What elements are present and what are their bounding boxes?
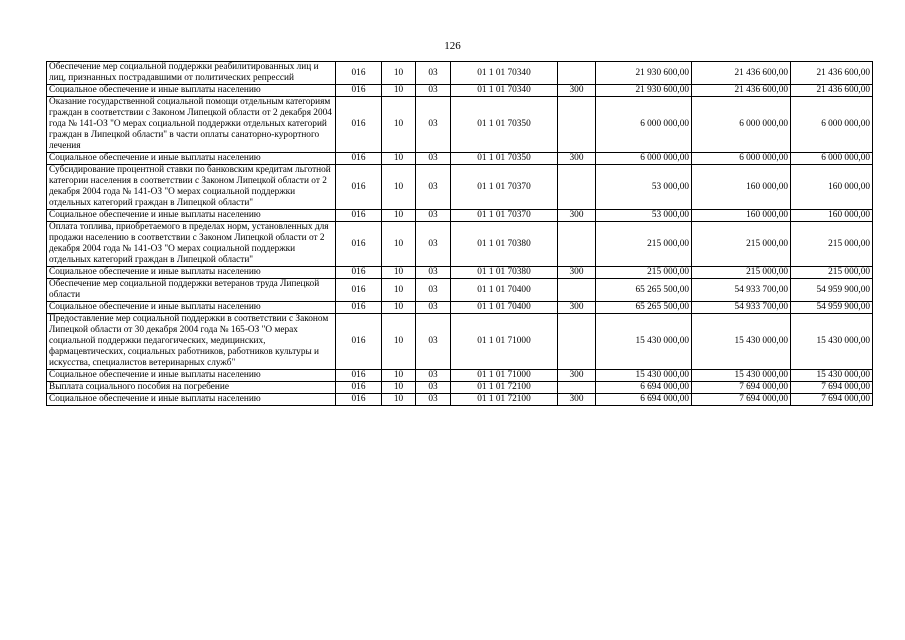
subsection-code-cell: 03	[416, 210, 451, 222]
amount-year2-cell: 15 430 000,00	[692, 314, 791, 370]
amount-year1-cell: 15 430 000,00	[596, 314, 692, 370]
amount-year1-cell: 53 000,00	[596, 165, 692, 210]
section-code-cell: 10	[382, 302, 416, 314]
section-code-cell: 10	[382, 382, 416, 394]
section-code-cell: 10	[382, 267, 416, 279]
ministry-code-cell: 016	[336, 382, 382, 394]
ministry-code-cell: 016	[336, 62, 382, 85]
ministry-code-cell: 016	[336, 85, 382, 97]
table-row	[47, 314, 873, 370]
budget-table	[46, 61, 873, 406]
amount-year1-cell: 6 000 000,00	[596, 153, 692, 165]
table-row	[47, 165, 873, 210]
ministry-code-cell: 016	[336, 97, 382, 153]
row-name-cell: Выплата социального пособия на погребение	[47, 382, 336, 394]
amount-year3-cell: 215 000,00	[791, 267, 873, 279]
amount-year3-cell: 160 000,00	[791, 165, 873, 210]
amount-year3-cell: 15 430 000,00	[791, 314, 873, 370]
amount-year2-cell: 160 000,00	[692, 210, 791, 222]
section-code-cell: 10	[382, 97, 416, 153]
ministry-code-cell: 016	[336, 153, 382, 165]
budget-table-body	[47, 62, 873, 406]
ministry-code-cell: 016	[336, 210, 382, 222]
section-code-cell: 10	[382, 279, 416, 302]
table-row	[47, 382, 873, 394]
ministry-code-cell: 016	[336, 302, 382, 314]
amount-year2-cell: 15 430 000,00	[692, 370, 791, 382]
amount-year2-cell: 6 000 000,00	[692, 153, 791, 165]
table-row	[47, 267, 873, 279]
amount-year3-cell: 54 959 900,00	[791, 302, 873, 314]
row-name-cell: Социальное обеспечение и иные выплаты населению	[47, 302, 336, 314]
amount-year3-cell: 21 436 600,00	[791, 85, 873, 97]
table-row	[47, 279, 873, 302]
table-row	[47, 85, 873, 97]
target-article-cell: 01 1 01 71000	[451, 370, 558, 382]
table-row	[47, 153, 873, 165]
amount-year1-cell: 6 000 000,00	[596, 97, 692, 153]
subsection-code-cell: 03	[416, 85, 451, 97]
section-code-cell: 10	[382, 394, 416, 406]
amount-year3-cell: 6 000 000,00	[791, 153, 873, 165]
amount-year3-cell: 15 430 000,00	[791, 370, 873, 382]
row-name-cell: Социальное обеспечение и иные выплаты населению	[47, 153, 336, 165]
table-row	[47, 210, 873, 222]
expense-type-cell: 300	[558, 85, 596, 97]
expense-type-cell: 300	[558, 394, 596, 406]
table-row	[47, 97, 873, 153]
amount-year1-cell: 6 694 000,00	[596, 394, 692, 406]
subsection-code-cell: 03	[416, 279, 451, 302]
section-code-cell: 10	[382, 222, 416, 267]
ministry-code-cell: 016	[336, 267, 382, 279]
row-name-cell: Обеспечение мер социальной поддержки реабилитированных лиц и лиц, признанных пострадавшими от политических репрессий	[47, 62, 336, 85]
target-article-cell: 01 1 01 70370	[451, 210, 558, 222]
subsection-code-cell: 03	[416, 382, 451, 394]
ministry-code-cell: 016	[336, 279, 382, 302]
amount-year2-cell: 7 694 000,00	[692, 394, 791, 406]
row-name-cell: Субсидирование процентной ставки по банковским кредитам льготной категории населения в соответствии с Законом Липецкой области от 2 декабря 2004 года № 141-ОЗ "О мерах социальной поддержки отдельных категорий граждан в Липецкой области"	[47, 165, 336, 210]
expense-type-cell: 300	[558, 210, 596, 222]
target-article-cell: 01 1 01 72100	[451, 382, 558, 394]
section-code-cell: 10	[382, 85, 416, 97]
row-name-cell: Предоставление мер социальной поддержки в соответствии с Законом Липецкой области от 30 декабря 2004 года № 165-ОЗ "О мерах социальной поддержки педагогических, медицинских, фармацевтических, социальных работников, работников культуры и искусства, специалистов ветеринарных служб"	[47, 314, 336, 370]
row-name-cell: Социальное обеспечение и иные выплаты населению	[47, 267, 336, 279]
row-name-cell: Социальное обеспечение и иные выплаты населению	[47, 394, 336, 406]
amount-year1-cell: 6 694 000,00	[596, 382, 692, 394]
amount-year3-cell: 215 000,00	[791, 222, 873, 267]
expense-type-cell: 300	[558, 370, 596, 382]
amount-year3-cell: 160 000,00	[791, 210, 873, 222]
page-number: 126	[444, 40, 461, 52]
expense-type-cell	[558, 279, 596, 302]
ministry-code-cell: 016	[336, 314, 382, 370]
target-article-cell: 01 1 01 70380	[451, 222, 558, 267]
amount-year1-cell: 15 430 000,00	[596, 370, 692, 382]
target-article-cell: 01 1 01 72100	[451, 394, 558, 406]
subsection-code-cell: 03	[416, 314, 451, 370]
target-article-cell: 01 1 01 70370	[451, 165, 558, 210]
target-article-cell: 01 1 01 70380	[451, 267, 558, 279]
expense-type-cell: 300	[558, 267, 596, 279]
amount-year2-cell: 160 000,00	[692, 165, 791, 210]
section-code-cell: 10	[382, 314, 416, 370]
table-row	[47, 370, 873, 382]
row-name-cell: Социальное обеспечение и иные выплаты населению	[47, 85, 336, 97]
row-name-cell: Обеспечение мер социальной поддержки ветеранов труда Липецкой области	[47, 279, 336, 302]
amount-year1-cell: 65 265 500,00	[596, 302, 692, 314]
amount-year2-cell: 215 000,00	[692, 222, 791, 267]
amount-year3-cell: 7 694 000,00	[791, 382, 873, 394]
amount-year2-cell: 215 000,00	[692, 267, 791, 279]
subsection-code-cell: 03	[416, 267, 451, 279]
amount-year2-cell: 54 933 700,00	[692, 279, 791, 302]
target-article-cell: 01 1 01 70400	[451, 279, 558, 302]
amount-year2-cell: 6 000 000,00	[692, 97, 791, 153]
expense-type-cell: 300	[558, 153, 596, 165]
subsection-code-cell: 03	[416, 394, 451, 406]
amount-year2-cell: 21 436 600,00	[692, 62, 791, 85]
subsection-code-cell: 03	[416, 370, 451, 382]
amount-year3-cell: 7 694 000,00	[791, 394, 873, 406]
target-article-cell: 01 1 01 70350	[451, 153, 558, 165]
amount-year3-cell: 21 436 600,00	[791, 62, 873, 85]
table-row	[47, 62, 873, 85]
ministry-code-cell: 016	[336, 165, 382, 210]
expense-type-cell: 300	[558, 302, 596, 314]
amount-year1-cell: 215 000,00	[596, 267, 692, 279]
target-article-cell: 01 1 01 71000	[451, 314, 558, 370]
amount-year3-cell: 54 959 900,00	[791, 279, 873, 302]
row-name-cell: Оплата топлива, приобретаемого в пределах норм, установленных для продажи населению в соответствии с Законом Липецкой области от 2 декабря 2004 года № 141-ОЗ "О мерах социальной поддержки отдельных категорий граждан в Липецкой области"	[47, 222, 336, 267]
amount-year2-cell: 7 694 000,00	[692, 382, 791, 394]
table-row	[47, 394, 873, 406]
expense-type-cell	[558, 165, 596, 210]
row-name-cell: Социальное обеспечение и иные выплаты населению	[47, 370, 336, 382]
section-code-cell: 10	[382, 210, 416, 222]
amount-year2-cell: 21 436 600,00	[692, 85, 791, 97]
expense-type-cell	[558, 97, 596, 153]
row-name-cell: Социальное обеспечение и иные выплаты населению	[47, 210, 336, 222]
amount-year2-cell: 54 933 700,00	[692, 302, 791, 314]
amount-year1-cell: 65 265 500,00	[596, 279, 692, 302]
amount-year1-cell: 53 000,00	[596, 210, 692, 222]
subsection-code-cell: 03	[416, 222, 451, 267]
subsection-code-cell: 03	[416, 165, 451, 210]
section-code-cell: 10	[382, 153, 416, 165]
ministry-code-cell: 016	[336, 394, 382, 406]
amount-year1-cell: 215 000,00	[596, 222, 692, 267]
amount-year1-cell: 21 930 600,00	[596, 62, 692, 85]
table-row	[47, 222, 873, 267]
expense-type-cell	[558, 314, 596, 370]
target-article-cell: 01 1 01 70340	[451, 62, 558, 85]
target-article-cell: 01 1 01 70400	[451, 302, 558, 314]
ministry-code-cell: 016	[336, 370, 382, 382]
amount-year1-cell: 21 930 600,00	[596, 85, 692, 97]
section-code-cell: 10	[382, 62, 416, 85]
target-article-cell: 01 1 01 70350	[451, 97, 558, 153]
expense-type-cell	[558, 62, 596, 85]
amount-year3-cell: 6 000 000,00	[791, 97, 873, 153]
row-name-cell: Оказание государственной социальной помощи отдельным категориям граждан в соответствии с Законом Липецкой области от 2 декабря 2004 года № 141-ОЗ "О мерах социальной поддержки отдельных категорий граждан в Липецкой области" в части оплаты санаторно-курортного лечения	[47, 97, 336, 153]
target-article-cell: 01 1 01 70340	[451, 85, 558, 97]
subsection-code-cell: 03	[416, 302, 451, 314]
section-code-cell: 10	[382, 165, 416, 210]
ministry-code-cell: 016	[336, 222, 382, 267]
expense-type-cell	[558, 382, 596, 394]
subsection-code-cell: 03	[416, 153, 451, 165]
subsection-code-cell: 03	[416, 97, 451, 153]
subsection-code-cell: 03	[416, 62, 451, 85]
expense-type-cell	[558, 222, 596, 267]
table-row	[47, 302, 873, 314]
section-code-cell: 10	[382, 370, 416, 382]
